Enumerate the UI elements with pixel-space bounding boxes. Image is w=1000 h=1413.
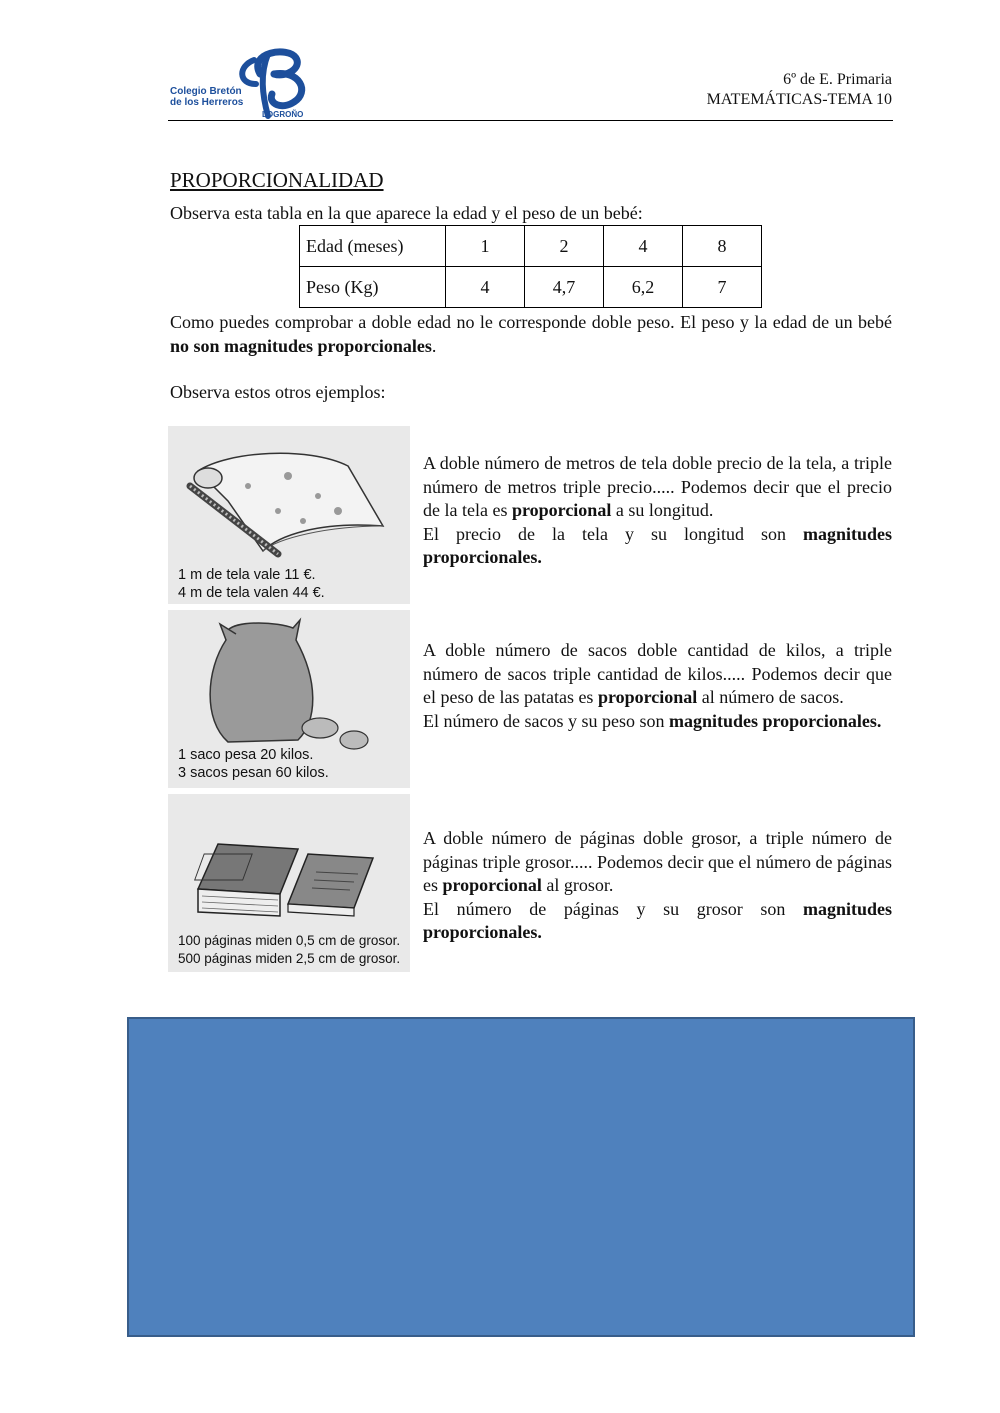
cloth-text-b: a su longitud. <box>611 500 714 520</box>
cloth-text-a: A doble número de metros de tela doble precio de la tela, a triple número de metros triple precio..... Podemos decir que el precio de la tela es <box>423 453 892 520</box>
cloth-caption <box>178 566 325 602</box>
books-caption-line1: 100 páginas miden 0,5 cm de grosor. <box>178 933 401 948</box>
table-cell: 1 <box>446 226 525 267</box>
sack-caption-line1: 1 saco pesa 20 kilos. <box>178 747 314 763</box>
sack-caption <box>178 746 329 782</box>
age-weight-table <box>299 225 762 308</box>
logo-line1: Colegio Bretón <box>170 86 242 97</box>
books-text-paragraph <box>423 827 892 898</box>
books-caption-line2: 500 páginas miden 2,5 cm de grosor. <box>178 951 401 966</box>
cloth-caption-line1: 1 m de tela vale 11 €. <box>178 567 316 583</box>
logo-city: LOGROÑO <box>262 110 304 119</box>
sack-bold-c: magnitudes proporcionales. <box>668 710 882 731</box>
cloth-conclusion <box>423 523 892 570</box>
note-paragraph <box>170 310 892 358</box>
books-bold-c: magnitudes proporcionales. <box>423 898 892 942</box>
note-text: Como puedes comprobar a doble edad no le corresponde doble peso. El peso y la edad de un bebé <box>170 312 892 332</box>
sack-text-paragraph <box>423 639 892 710</box>
table-cell: 4 <box>604 226 683 267</box>
cloth-bold-c: magnitudes proporcionales. <box>423 523 892 567</box>
examples-intro: Observa estos otros ejemplos: <box>170 382 386 402</box>
books-text-a: A doble número de páginas doble grosor, a triple número de páginas triple grosor..... Podemos decir que el número de páginas es <box>423 828 892 895</box>
table-cell: 6,2 <box>604 267 683 308</box>
sack-conclusion <box>423 710 892 734</box>
table-cell: 8 <box>683 226 762 267</box>
cloth-example-text <box>423 452 892 570</box>
cloth-bold-a: proporcional <box>511 500 612 520</box>
table-cell: 2 <box>525 226 604 267</box>
sack-caption-line2: 3 sacos pesan 60 kilos. <box>178 765 329 781</box>
page-title: PROPORCIONALIDAD <box>170 168 384 192</box>
table-cell: 4 <box>446 267 525 308</box>
note-bold: no son magnitudes proporcionales <box>170 336 432 356</box>
logo-line2: de los Herreros <box>170 97 244 108</box>
sack-text-b: al número de sacos. <box>697 687 844 707</box>
cloth-text-c: El precio de la tela y su longitud son <box>423 523 803 544</box>
school-logo-icon <box>168 44 328 122</box>
sack-text-a: A doble número de sacos doble cantidad de kilos, a triple número de sacos triple cantidad de kilos..... Podemos decir que el peso de las patatas es <box>423 640 892 707</box>
table-cell: 4,7 <box>525 267 604 308</box>
table-row-weight <box>300 267 762 308</box>
cloth-text-paragraph <box>423 452 892 523</box>
sack-example-text <box>423 639 892 733</box>
table-header-age: Edad (meses) <box>300 226 446 267</box>
sack-bold-a: proporcional <box>597 687 698 707</box>
books-text-b: al grosor. <box>541 875 614 895</box>
table-header-weight: Peso (Kg) <box>300 267 446 308</box>
header-divider <box>168 120 893 121</box>
books-text-c: El número de páginas y su grosor son <box>423 898 803 919</box>
table-row-age <box>300 226 762 267</box>
answer-box[interactable] <box>127 1017 915 1337</box>
table-cell: 7 <box>683 267 762 308</box>
books-caption <box>178 932 400 968</box>
books-conclusion <box>423 898 892 945</box>
sack-text-c: El número de sacos y su peso son <box>423 710 669 731</box>
header-info <box>707 70 892 110</box>
intro-text: Observa esta tabla en la que aparece la edad y el peso de un bebé: <box>170 203 643 223</box>
logo-text <box>170 86 243 108</box>
books-example-text <box>423 827 892 945</box>
subject-label: MATEMÁTICAS-TEMA 10 <box>706 91 892 108</box>
books-bold-a: proporcional <box>442 875 542 895</box>
course-label: 6º de E. Primaria <box>783 71 892 88</box>
note-end: . <box>431 336 437 356</box>
cloth-caption-line2: 4 m de tela valen 44 €. <box>178 585 325 601</box>
